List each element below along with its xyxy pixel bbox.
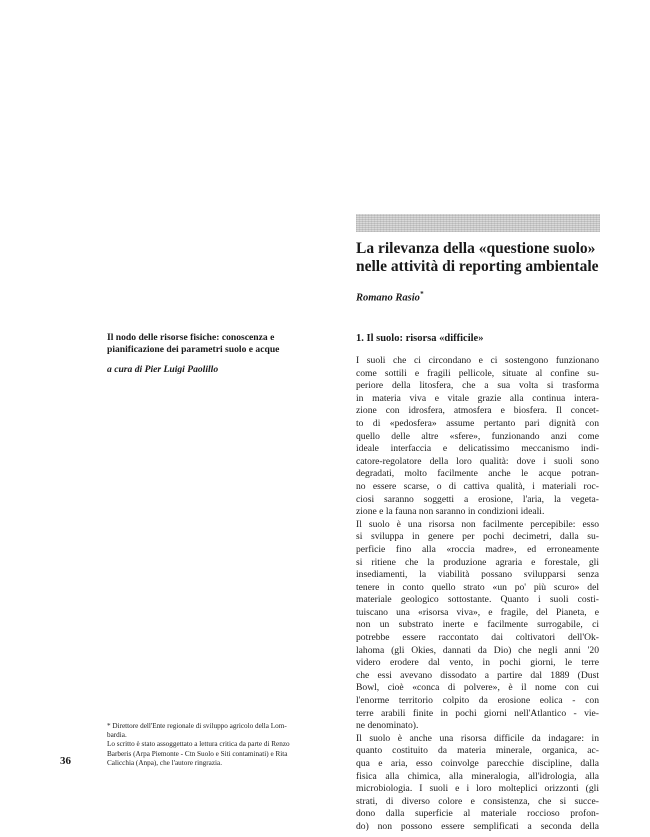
article-title-line: La rilevanza della «questione suolo» [356, 240, 596, 257]
body-line: Il suolo è anche una risorsa difficile da indagare: in [356, 732, 599, 744]
body-line: catore-regolatore della loro qualità: dove i suoli sono [356, 455, 599, 467]
article-title [356, 240, 626, 276]
body-line: qua e aria, esso coinvolge parecchie discipline, dalla [356, 758, 599, 769]
body-line: to di «pedosfera» assume pertanto pari dignità con [356, 417, 599, 429]
author-name: Romano Rasio [356, 292, 420, 304]
body-line: no essere scarse, o di cattiva qualità, i materiali roc- [356, 480, 599, 492]
body-line: si ritiene che la produzione agraria e forestale, gli [356, 556, 599, 568]
body-line: dono dalla superficie al materiale roccioso profon- [356, 808, 599, 820]
body-line: l'enorme territorio colpito da erosione eolica - con [356, 695, 599, 707]
series-title-line: pianificazione dei parametri suolo e acque [107, 344, 280, 355]
body-line: periore della litosfera, che a sua volta si trasforma [356, 380, 599, 392]
body-line: Il suolo è una risorsa non facilmente percepibile: esso [356, 518, 599, 530]
body-line: strati, di diverso colore e consistenza, che si succe- [356, 795, 599, 807]
body-line: in materia viva e vitale grazie alla continua intera- [356, 392, 599, 404]
footnote-line: Calicchia (Anpa), che l'autore ringrazia. [107, 758, 223, 767]
body-line: videro erodere dal vento, in pochi giorni, le terre [356, 657, 599, 669]
body-line: non un substrato inerte e facilmente surrogabile, ci [356, 619, 599, 631]
series-title [107, 332, 332, 356]
footnote-line: * Direttore dell'Ente regionale di sviluppo agricolo della Lom- [107, 722, 287, 730]
footnotes [107, 722, 339, 768]
author-footnote-mark: * [419, 290, 424, 298]
body-line: insediamenti, la viabilità possano svilupparsi senza [356, 569, 599, 581]
body-line: microbiologia. I suoli e i loro molteplici orizzonti (gli [356, 783, 599, 795]
body-line: tenere in conto quello strato «un po' più scuro» del [356, 581, 599, 593]
body-line: potrebbe essere raccontato dai coltivatori dell'Ok- [356, 632, 599, 644]
author-byline [356, 290, 423, 304]
page-number: 36 [60, 755, 71, 767]
body-line: si sviluppa in genere per pochi decimetri, dalla su- [356, 531, 599, 543]
section-heading: 1. Il suolo: risorsa «difficile» [356, 333, 484, 344]
body-line: degradati, molto facilmente anche le acque potran- [356, 468, 599, 480]
body-line: zione con idrosfera, atmosfera e biosfera. Il concet- [356, 405, 599, 417]
footnote-line: Barberis (Arpa Piemonte - Ctn Suolo e Siti contaminati) e Rita [107, 749, 288, 758]
footnote-line: Lo scritto è stato assoggettato a lettura critica da parte di Renzo [107, 740, 290, 749]
body-line: I suoli che ci circondano e ci sostengono funzionano [356, 355, 599, 366]
body-line: Bowl, cioè «conca di polvere», è il nome con cui [356, 682, 599, 694]
series-editor: a cura di Pier Luigi Paolillo [107, 364, 219, 375]
title-decorative-bar [356, 214, 600, 232]
body-line: tuiscano una «risorsa viva», e fragile, del Pianeta, e [356, 606, 599, 618]
body-line: ciosi saranno soggetti a erosione, l'aria, la vegeta- [356, 493, 599, 505]
body-line: quello delle altre «sfere», funzionando anzi come [356, 430, 599, 442]
body-line: quanto costituito da materia minerale, organica, ac- [356, 745, 599, 757]
series-title-line: Il nodo delle risorse fisiche: conoscenza e [107, 332, 275, 343]
footnote-line: bardia. [107, 731, 127, 740]
body-line: ne denominato). [356, 720, 419, 732]
body-line: zione e la fauna non saranno in condizioni ideali. [356, 506, 545, 518]
body-line: do) non possono essere semplificati a seconda della [356, 820, 599, 832]
body-line: materiale geologico sottostante. Quanto i suoli costi- [356, 594, 599, 606]
body-line: che essi avevano dissodato a partire dal 1889 (Dust [356, 669, 599, 681]
body-text [356, 355, 599, 834]
body-line: come sottili e fragili pellicole, situate al confine su- [356, 367, 599, 379]
body-line: fisica alla chimica, alla mineralogia, all'idrologia, alla [356, 770, 599, 782]
body-line: perficie fino alla «roccia madre», ed erroneamente [356, 543, 599, 555]
body-line: ideale interfaccia e delicatissimo meccanismo indi- [356, 443, 599, 455]
body-line: lahoma (gli Okies, dannati da Dio) che negli anni '20 [356, 644, 599, 656]
body-line: terre arabili finite in pochi giorni nell'Atlantico - vie- [356, 707, 599, 719]
article-title-line: nelle attività di reporting ambientale [356, 258, 599, 275]
